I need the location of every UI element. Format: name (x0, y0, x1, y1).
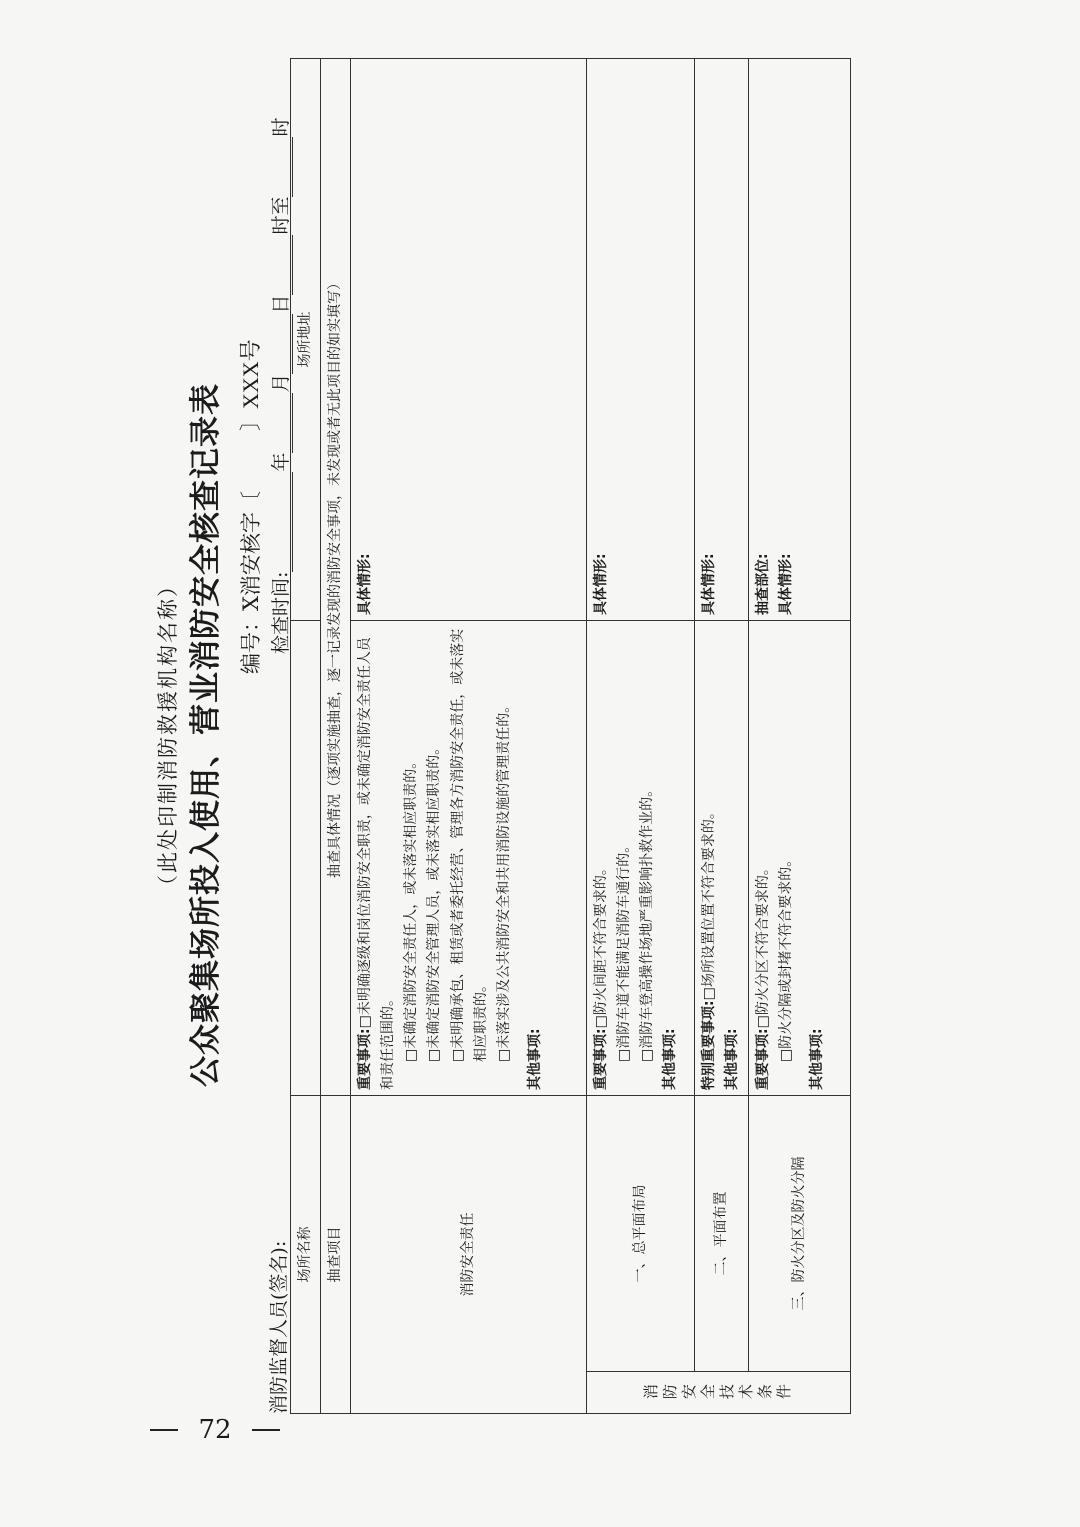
group-label: 消防安全技术条件 (642, 1383, 795, 1402)
time-label: 检查时间: (270, 571, 292, 654)
venue-name-value[interactable] (291, 621, 321, 1096)
dash-right (252, 1429, 280, 1431)
check-part-label: 抽查部位: (755, 553, 772, 615)
floor-layout-label: 二、平面布置 (695, 1096, 749, 1372)
item-checkbox[interactable]: □未确定消防安全管理人员，或未落实相应职责的。 (426, 740, 443, 1062)
general-layout-situation[interactable] (587, 59, 695, 621)
other-label: 其他事项: (526, 1028, 543, 1090)
rotated-form (40, 56, 860, 1414)
row-floor-layout (695, 59, 749, 1414)
time-year: 年 (270, 452, 292, 472)
situation-label: 具体情形: (701, 553, 718, 615)
check-item-label: 抽查项目 (321, 1096, 351, 1414)
venue-name-label: 场所名称 (291, 1096, 321, 1414)
item-checkbox[interactable]: □消防车登高操作场地严重影响扑救作业的。 (639, 782, 656, 1062)
row-header (321, 59, 351, 1414)
item-checkbox[interactable]: □防火间距不符合要求的。 (593, 861, 610, 1029)
inspector-blank[interactable] (273, 1081, 291, 1241)
special-label: 特别重要事项: (701, 1000, 718, 1090)
item-checkbox[interactable]: □未确定消防安全责任人，或未落实相应职责的。 (403, 754, 420, 1062)
inspector-label: 消防监督人员(签名): (268, 1240, 290, 1414)
venue-address-label: 场所地址 (291, 59, 321, 621)
situation-label: 具体情形: (593, 553, 610, 615)
fire-compartment-situation[interactable] (749, 59, 851, 621)
page-number-text: 72 (198, 1415, 232, 1445)
inspector-signature (264, 1081, 291, 1414)
general-layout-items (587, 621, 695, 1096)
time-month: 月 (270, 373, 292, 393)
check-detail-label: 抽查具体情况（逐项实施抽查，逐一记录发现的消防安全事项，未发现或者无此项目的如实填写） (321, 59, 351, 1096)
item-checkbox[interactable]: □未落实涉及公共消防安全和共用消防设施的管理责任的。 (495, 698, 512, 1062)
record-table (290, 58, 851, 1414)
row-fire-safety-responsibility (351, 59, 587, 1414)
serial-number (234, 339, 265, 674)
serial-prefix: 编号：X消安核字〔 (239, 491, 263, 674)
time-day: 日 (270, 294, 292, 314)
floor-layout-items (695, 621, 749, 1096)
fire-safety-responsibility-label: 消防安全责任 (351, 1096, 587, 1414)
other-label: 其他事项: (809, 1028, 826, 1090)
important-label: 重要事项: (755, 1028, 772, 1090)
other-label: 其他事项: (662, 1028, 679, 1090)
floor-layout-situation[interactable] (695, 59, 749, 621)
item-checkbox[interactable]: □防火分区不符合要求的。 (755, 861, 772, 1029)
fire-safety-responsibility-situation[interactable] (351, 59, 587, 621)
important-label: 重要事项: (593, 1028, 610, 1090)
item-checkbox[interactable]: □未明确逐级和岗位消防安全职责，或未确定消防安全责任人员和责任范围的。 (357, 637, 397, 1090)
item-checkbox[interactable]: □未明确承包、租赁或者委托经营、管理各方消防安全责任，或未落实相应职责的。 (449, 628, 489, 1062)
serial-suffix: 〕XXX号 (238, 339, 263, 432)
item-checkbox[interactable]: □消防车道不能满足消防车通行的。 (616, 838, 633, 1062)
form-title: 公众聚集场所投入使用、营业消防安全核查记录表 (188, 383, 224, 1087)
dash-left (150, 1429, 178, 1431)
fire-compartment-label: 三、防火分区及防火分隔 (749, 1096, 851, 1372)
row-venue (291, 59, 321, 1414)
fire-compartment-items (749, 621, 851, 1096)
item-checkbox[interactable]: □场所设置位置不符合要求的。 (701, 805, 718, 1001)
time-from: 时至 (270, 196, 292, 235)
item-checkbox[interactable]: □防火分隔或封堵不符合要求的。 (778, 852, 795, 1062)
fire-safety-responsibility-items (351, 621, 587, 1096)
time-to: 时 (270, 117, 292, 137)
org-name: （此处印制消防救援机构名称） (156, 574, 180, 896)
situation-label: 具体情形: (778, 553, 795, 615)
other-label: 其他事项: (724, 1028, 741, 1090)
row-fire-compartment (749, 59, 851, 1414)
inspection-time (266, 118, 293, 654)
general-layout-label: 一、总平面布局 (587, 1096, 695, 1372)
row-general-layout (587, 59, 695, 1414)
situation-label: 具体情形: (357, 553, 374, 615)
important-label: 重要事项: (357, 1028, 374, 1090)
page-number (150, 1410, 280, 1450)
group-label-cell (587, 1372, 851, 1414)
